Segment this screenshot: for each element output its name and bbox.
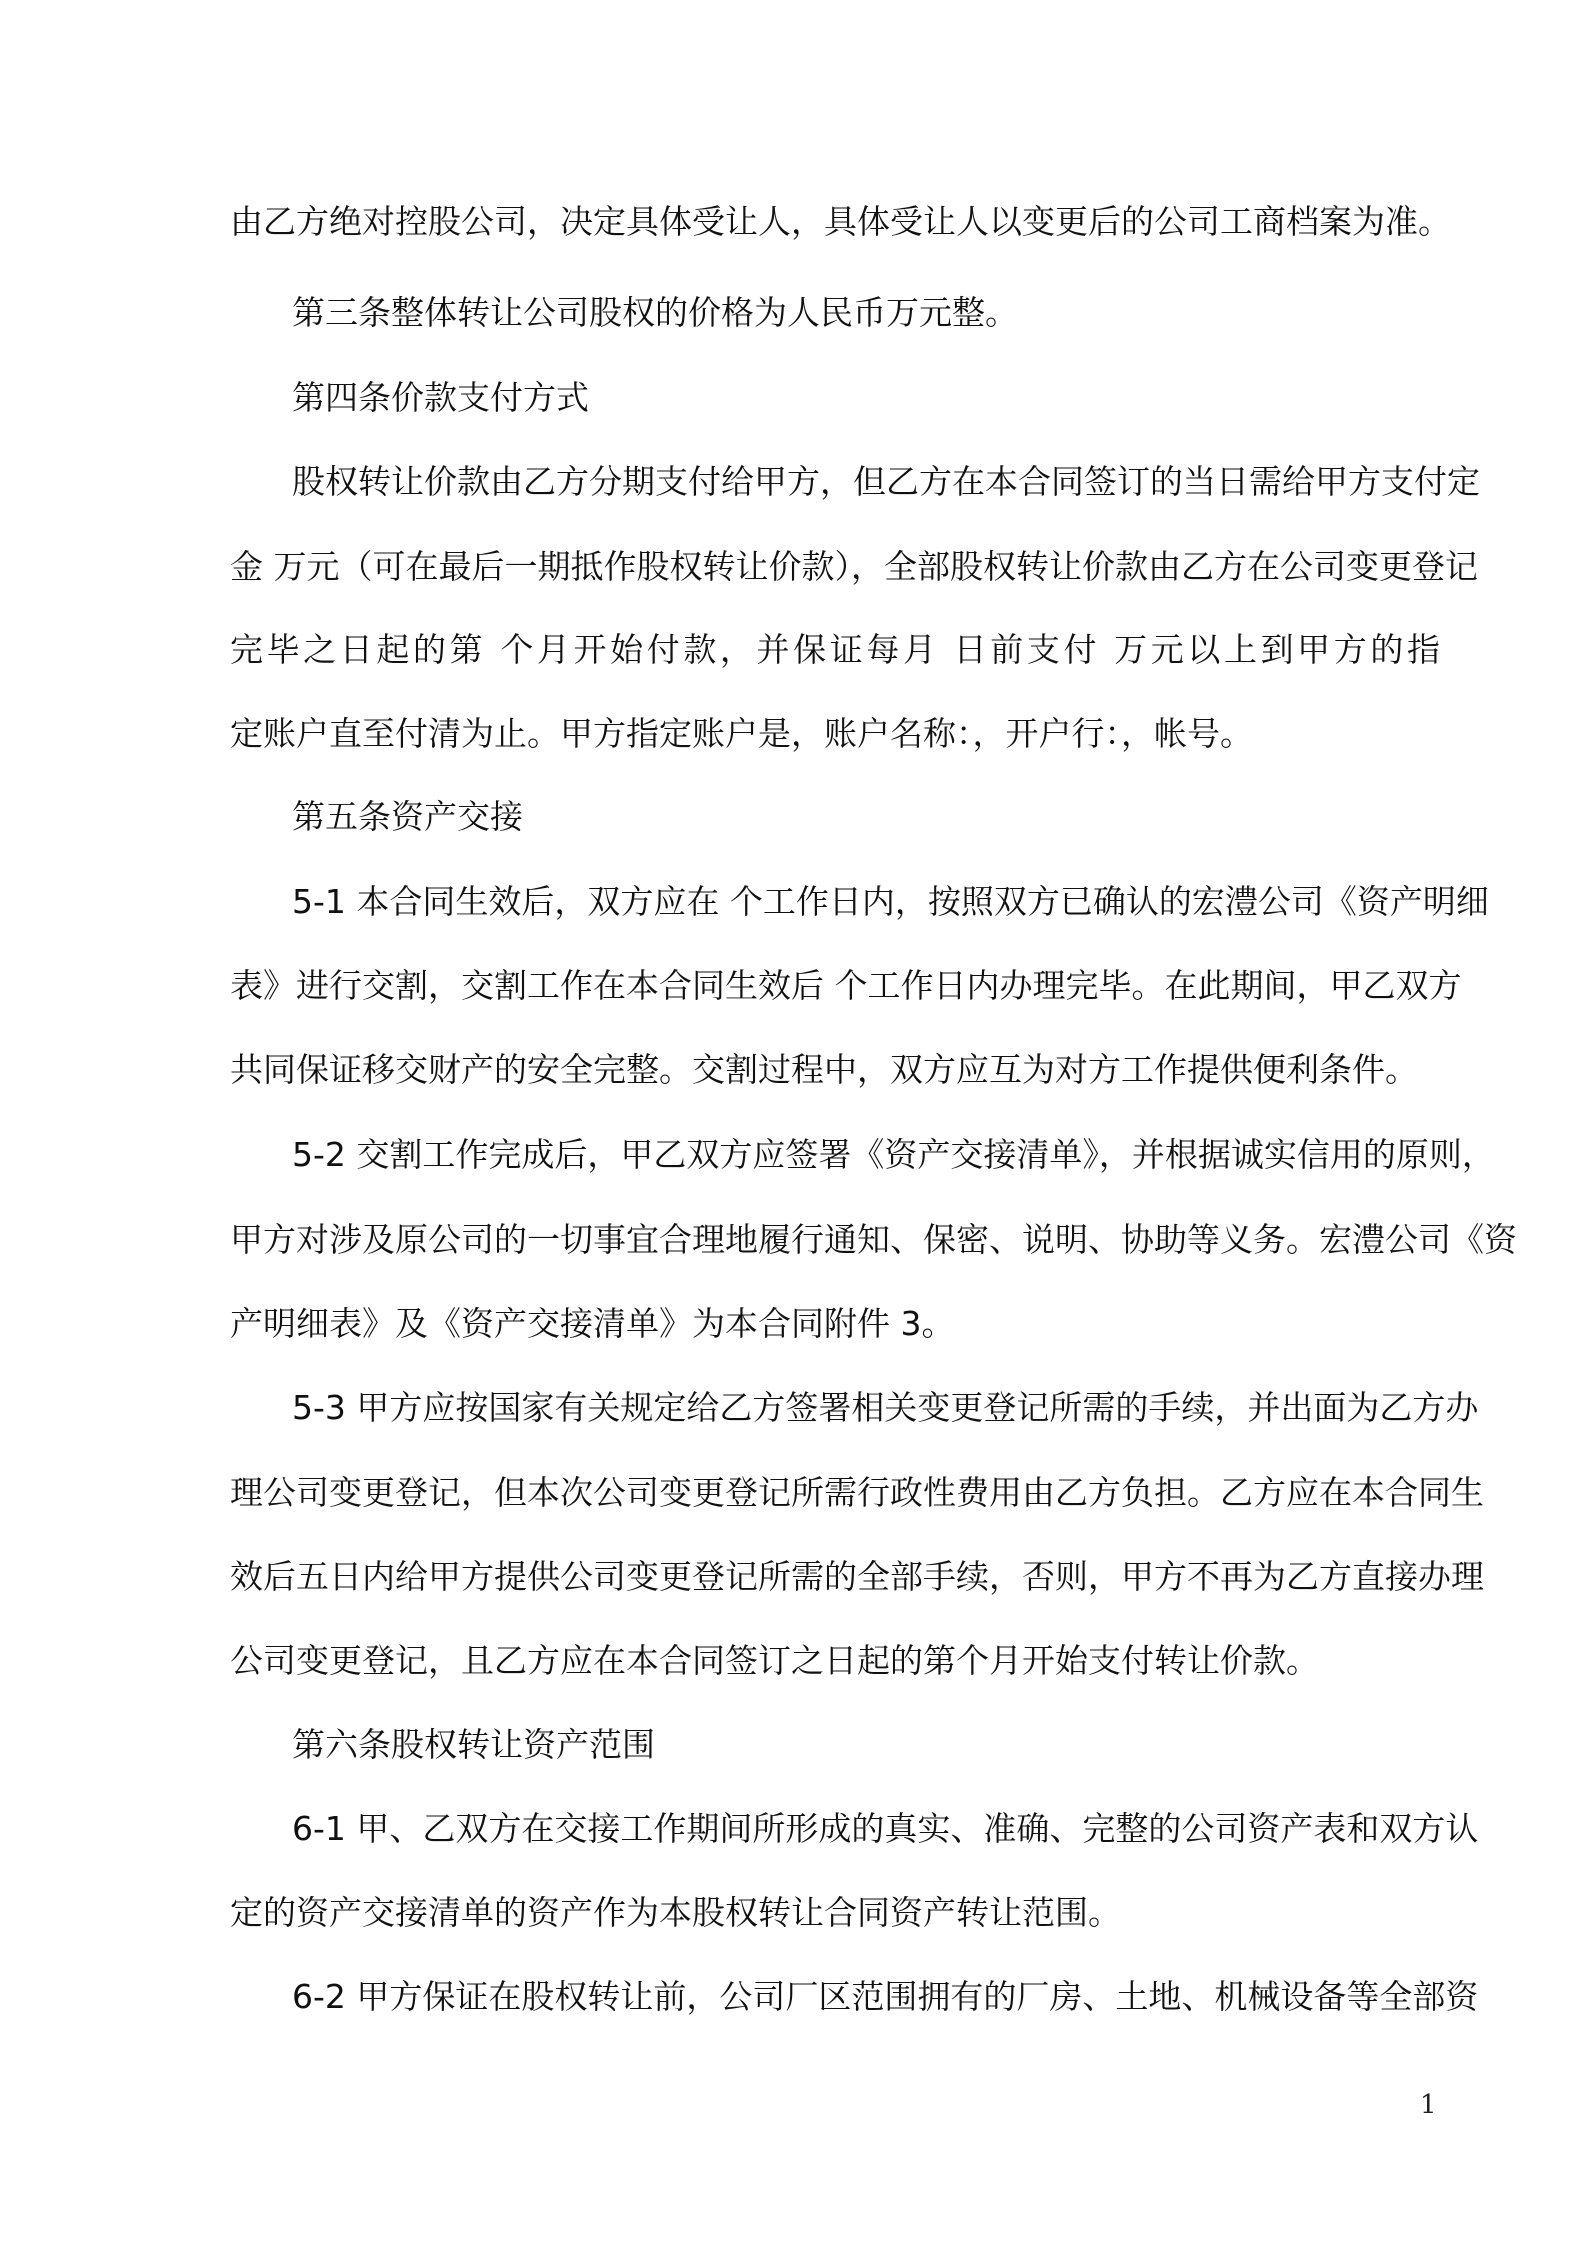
text-line-22: 6-2 甲方保证在股权转让前，公司厂区范围拥有的厂房、土地、机械设备等全部资: [292, 1977, 1479, 2016]
text-line-13: 甲方对涉及原公司的一切事宜合理地履行通知、保密、说明、协助等义务。宏澧公司《资: [230, 1220, 1517, 1259]
text-line-7: 定账户直至付清为止。甲方指定账户是，账户名称：，开户行：，帐号。: [230, 714, 1253, 753]
clause-6-heading: 第六条股权转让资产范围: [292, 1725, 655, 1764]
text-line-20: 6-1 甲、乙双方在交接工作期间所形成的真实、准确、完整的公司资产表和双方认: [292, 1809, 1479, 1848]
text-line-21: 定的资产交接清单的资产作为本股权转让合同资产转让范围。: [230, 1893, 1121, 1932]
page-number: 1: [1420, 2090, 1437, 2120]
text-line-5: 金 万元（可在最后一期抵作股权转让价款），全部股权转让价款由乙方在公司变更登记: [230, 547, 1478, 586]
text-line-18: 公司变更登记，且乙方应在本合同签订之日起的第个月开始支付转让价款。: [230, 1641, 1319, 1680]
text-line-17: 效后五日内给甲方提供公司变更登记所需的全部手续，否则，甲方不再为乙方直接办理: [230, 1557, 1484, 1596]
text-line-4: 股权转让价款由乙方分期支付给甲方，但乙方在本合同签订的当日需给甲方支付定: [292, 462, 1480, 501]
text-line-15: 5-3 甲方应按国家有关规定给乙方签署相关变更登记所需的手续，并出面为乙方办: [292, 1388, 1479, 1427]
text-line-1: 由乙方绝对控股公司，决定具体受让人，具体受让人以变更后的公司工商档案为准。: [230, 202, 1451, 241]
text-line-14: 产明细表》及《资产交接清单》为本合同附件 3。: [230, 1304, 955, 1343]
text-line-9: 5-1 本合同生效后，双方应在 个工作日内，按照双方已确认的宏澧公司《资产明细: [292, 882, 1489, 921]
text-line-16: 理公司变更登记，但本次公司变更登记所需行政性费用由乙方负担。乙方应在本合同生: [230, 1473, 1484, 1512]
clause-4-heading: 第四条价款支付方式: [292, 378, 589, 417]
text-line-12: 5-2 交割工作完成后，甲乙双方应签署《资产交接清单》，并根据诚实信用的原则，: [292, 1135, 1495, 1174]
text-line-6: 完毕之日起的第 个月开始付款，并保证每月 日前支付 万元以上到甲方的指: [230, 630, 1440, 669]
clause-3-heading: 第三条整体转让公司股权的价格为人民币万元整。: [292, 293, 1018, 332]
text-line-10: 表》进行交割，交割工作在本合同生效后 个工作日内办理完毕。在此期间，甲乙双方: [230, 966, 1462, 1005]
clause-5-heading: 第五条资产交接: [292, 797, 523, 836]
text-line-11: 共同保证移交财产的安全完整。交割过程中，双方应互为对方工作提供便利条件。: [230, 1050, 1418, 1089]
